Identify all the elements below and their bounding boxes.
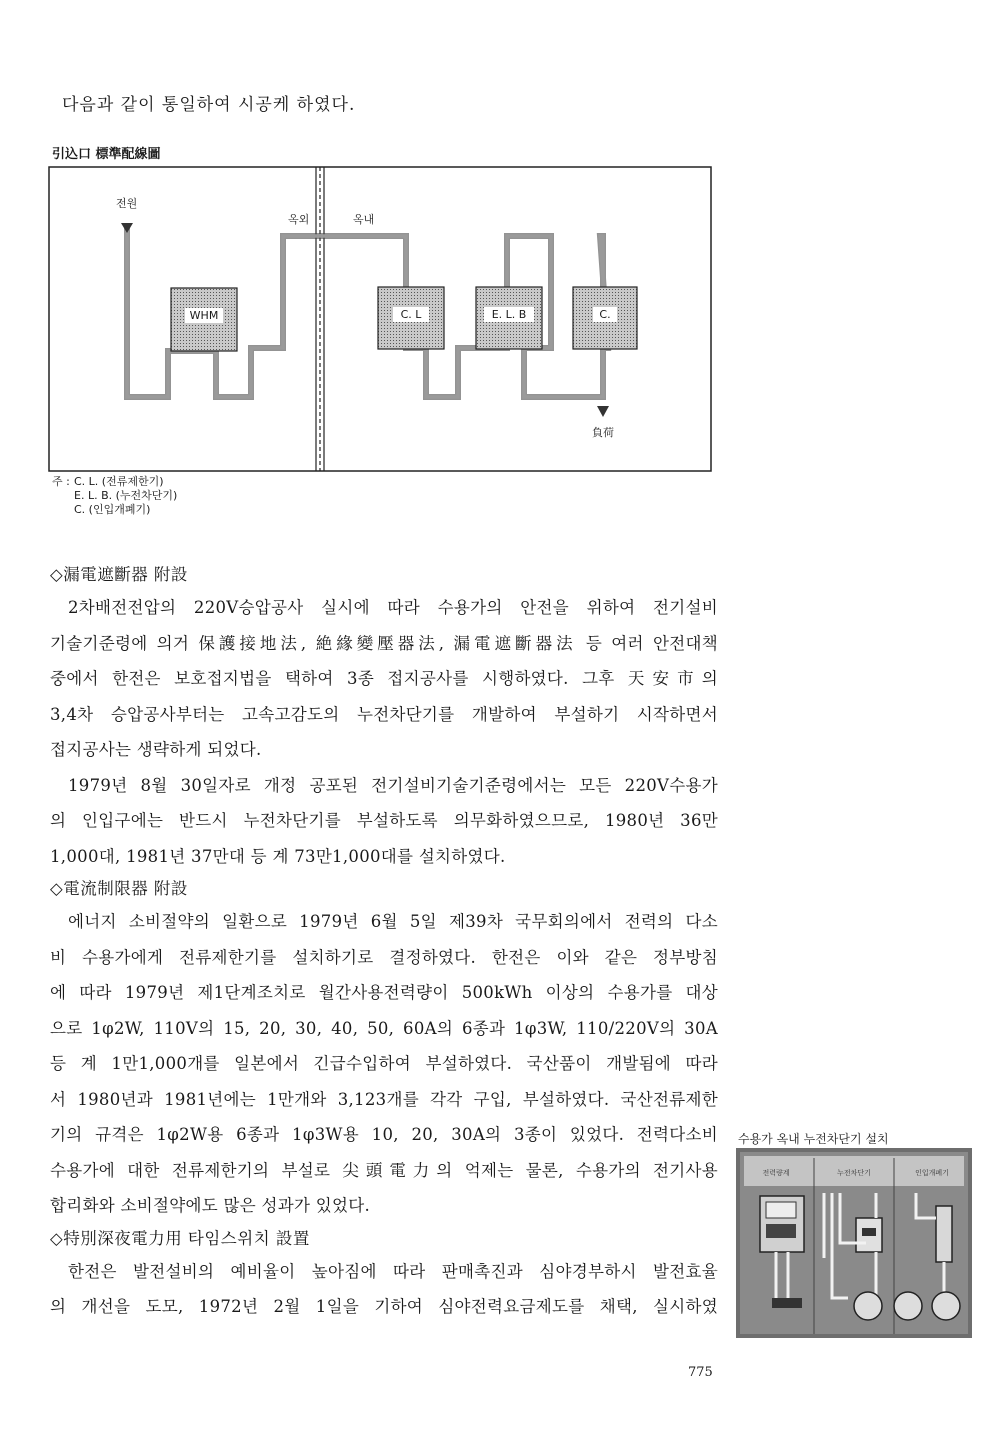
page-number: 775 [688,1365,713,1380]
diagram-notes [52,475,177,517]
label-load: 負荷 [592,426,614,439]
note-row: 주 : C. L. (전류제한기) [52,475,164,488]
label-indoor: 옥내 [353,213,375,226]
box-label-elb: E. L. B [491,308,527,321]
section-heading: ◇特別深夜電力用 타임스위치 設置 [50,1228,310,1248]
paragraph: 에너지 소비절약의 일환으로 1979년 6월 5일 제39차 국무회의에서 전력의 다소 비 수용가에게 전류제한기를 설치하기로 결정하였다. 한전은 이와 같은 정부방침 에 따라 1979년 제1단계조치로 월간사용전력량이 500kWh 이상의 수용가를 대상 으로 1φ2W, 110V의 15, 20, 30, 40, 50, 60A의 6종과 1φ3W, 110/220V의 30A 등 계 1만1,000개를 일본에서 긴급수입하여 부설하였다. 국산품이 개발됨에 따라 서 1980년과 1981년에는 1만개와 3,123개를 각각 구입, 부설하였다. 국산전류제한 기의 규격은 1φ2W용 6종과 1φ3W용 10, 20, 30A의 3종이 있었다. 전력다소비 수용가에 대한 전류제한기의 부설로 尖頭電力의 억제는 물론, 수용가의 전기사용 합리화와 소비절약에도 많은 성과가 있었다. [50,912,718,1215]
label-outdoor: 옥외 [288,213,310,226]
installation-photo [736,1148,972,1338]
breaker-icon [856,1218,882,1252]
photo-panel-label: 전력량계 [762,1169,790,1177]
box-elb [476,287,542,349]
photo-panel-label: 인입개폐기 [915,1169,949,1177]
box-label-c: C. [599,308,611,321]
note-row: E. L. B. (누전차단기) [74,489,178,502]
section-heading: ◇漏電遮斷器 附設 [50,565,188,584]
intro-line: 다음과 같이 통일하여 시공케 하였다. [62,95,356,115]
box-cl [378,287,444,349]
meter-icon [760,1196,804,1252]
paragraph: 한전은 발전설비의 예비율이 높아짐에 따라 판매촉진과 심야경부하시 발전효율 의 개선을 도모, 1972년 2월 1일을 기하여 심야전력요금제도를 채택, 실시하였 [50,1261,718,1316]
photo-caption: 수용가 옥내 누전차단기 설치 [738,1132,889,1146]
body-text [50,560,718,1325]
box-c [573,287,637,349]
section-heading: ◇電流制限器 附設 [50,879,188,898]
label-source: 전원 [116,197,138,210]
note-row: C. (인입개폐기) [74,503,151,516]
box-label-whm: WHM [189,309,219,322]
photo-panel-label: 누전차단기 [837,1169,871,1177]
switch-icon [936,1206,952,1262]
paragraph: 1979년 8월 30일자로 개정 공포된 전기설비기술기준령에서는 모든 220V수용가 의 인입구에는 반드시 누전차단기를 부설하도록 의무화하였으므로, 1980년 36만 1,000대, 1981년 37만대 등 계 73만1,000대를 설치하였다. [50,775,718,866]
paragraph: 2차배전전압의 220V승압공사 실시에 따라 수용가의 안전을 위하여 전기설비 기술기준령에 의거 保護接地法, 絶緣變壓器法, 漏電遮斷器法 등 여러 안전대책 중에서 한전은 보호접지법을 택하여 3종 접지공사를 시행하였다. 그후 天安市의 3,4차 승압공사부터는 고속고감도의 누전차단기를 개발하여 부설하기 시작하면서 접지공사는 생략하게 되었다. [50,598,718,759]
box-label-cl: C. L [400,308,422,321]
box-whm [171,288,237,351]
diagram-title: 引込口 標準配線圖 [52,147,161,162]
wiring-diagram [48,166,712,472]
